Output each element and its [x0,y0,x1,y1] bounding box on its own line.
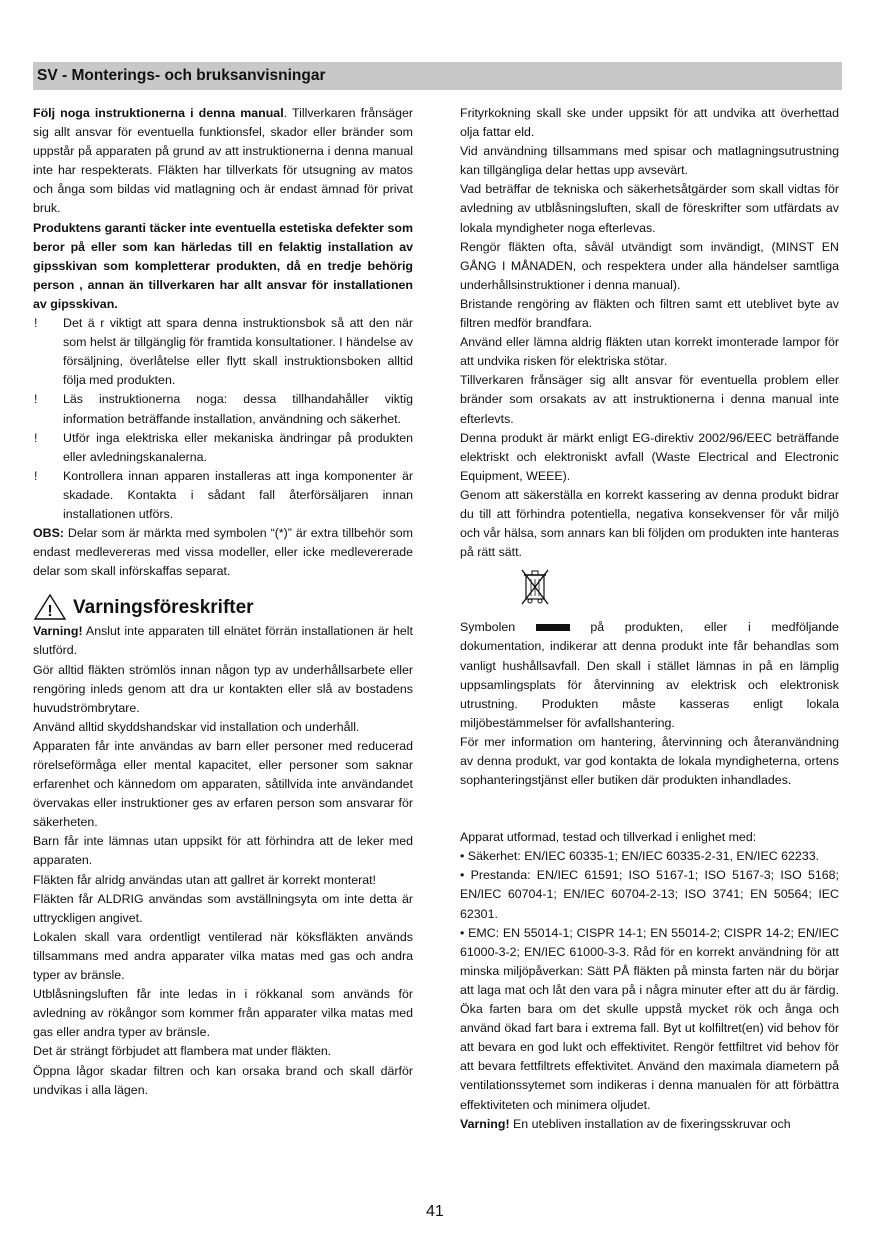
section-title: SV - Monterings- och bruksanvisningar [37,67,326,84]
paragraph: Använd alltid skyddshandskar vid installation och underhåll. [33,719,360,734]
paragraph: Tillverkaren frånsäger sig allt ansvar för eventuella problem eller bränder som orsakats av att instruktionerna i denna manual inte efterlevts. [460,373,839,426]
symbol-word-after: medföljande [771,620,839,635]
symbol-word-after: produkten, [624,620,684,635]
bullet-mark: ! [34,392,38,407]
warning-paragraph [33,622,413,660]
obs-paragraph [33,524,413,581]
black-bar-symbol-icon [536,624,570,631]
symbol-word: Symbolen [460,620,516,635]
bullet-item [33,390,413,428]
warning-text: Anslut inte apparaten till elnätet förrän installationen är helt slutförd. [33,624,413,658]
standards-item: • Säkerhet: EN/IEC 60335-1; EN/IEC 60335-2-31, EN/IEC 62233. [460,849,820,864]
paragraph: Öppna lågor skadar filtren och kan orsaka brand och skall därför undvikas i alla lägen. [33,1063,413,1097]
paragraph: Denna produkt är märkt enligt EG-direktiv 2002/96/EEC beträffande elektriskt och elektroniskt avfall (Waste Electrical and Electronic Equipment, WEEE). [460,430,839,483]
symbol-word-after: eller [703,620,728,635]
bullet-mark: ! [34,316,38,331]
paragraph: Genom att säkerställa en korrekt kassering av denna produkt bidrar du till att förhindra potentiella, negativa konsekvenser för vår miljö och vår hälsa, som annars kan bli följden om produkten inte hanteras på rätt sätt. [460,487,839,560]
standards-item: • EMC: EN 55014-1; CISPR 14-1; EN 55014-2; CISPR 14-2; EN/IEC 61000-3-2; EN/IEC 61000-3-3. Råd för en korrekt användning för att minska miljöpåverkan: Sätt PÅ fläkten på minsta farten när du börjar att laga mat och låt den vara på i några minuter efter att du är färdig. Öka farten bara om det skulle uppstå mycket rök och ånga och använd ökad fart bara i extrema fall. Byt ut kolfiltret(en) vid behov för att bevara en god lukt och effektivitet. Rengör fettfiltret vid behov för att bevara fettfiltrets effektivitet. Använd den maximala diametern på ventilationssytemet som indikeras i denna manualen för att förbättra effektiviteten och minimera oljudet. [460,925,839,1112]
standards-item: • Prestanda: EN/IEC 61591; ISO 5167-1; ISO 5167-3; ISO 5168; EN/IEC 60704-1; EN/IEC 60704-2-13; ISO 3741; EN 50564; IEC 62301. [460,868,839,921]
page-number: 41 [426,1203,444,1220]
bullet-text: Utför inga elektriska eller mekaniska ändringar på produkten eller avledningskanalerna. [63,430,413,464]
left-column [33,104,413,1100]
warranty-paragraph: Produktens garanti täcker inte eventuella estetiska defekter som beror på eller som kan härledas till en felaktig installation av gipsskivan som kompletterar produkten, då en tredje behörig person , annan än tillverkaren har allt ansvar för installationen av gipsskivan. [33,220,413,311]
warning-label: Varning! [33,624,83,639]
warning-triangle-icon [33,593,67,621]
bullet-mark: ! [34,468,38,483]
bullet-text: Läs instruktionerna noga: dessa tillhandahåller viktig information beträffande installation, användning och säkerhet. [63,392,413,426]
intro-paragraph [33,104,413,219]
symbol-line [460,618,839,637]
warning-heading: Varningsföreskrifter [73,596,254,618]
bullet-text: Det ä r viktigt att spara denna instruktionsbok så att den när som helst är tillgänglig för framtida konsultationer. I händelse av försäljning, överlåtelse eller flytt skall instruktionsboken alltid följa med produkten. [63,316,413,388]
warning-heading-row [33,592,413,622]
warning-icon-mark: ! [47,603,53,621]
info-paragraph: För mer information om hantering, återvinning och återanvändning av denna produkt, var god kontakta de lokala myndigheterna, ortens sophanteringstjänst eller butiken där produkten inhandlades. [460,734,839,788]
spacer [460,790,839,828]
section-header-bar [33,62,842,90]
right-column [460,104,839,1134]
paragraph: Utblåsningsluften får inte ledas in i rökkanal som används för avledning av rökångor som kommer från apparater vilka matas med gas eller andra typer av bränsle. [33,987,413,1040]
symbol-word-after: på [590,620,605,635]
bullet-text: Kontrollera innan apparen installeras att inga komponenter är skadade. Kontakta i sådant fall återförsäljaren innan installationen utförs. [63,468,413,521]
symbol-word-after: i [748,620,751,635]
bullet-item [33,314,413,390]
paragraph: Rengör fläkten ofta, såväl utvändigt som invändigt, (MINST EN GÅNG I MÅNADEN, och respektera under alla händelser samtliga underhållsinstruktioner i denna manual). [460,239,839,292]
intro-text: . Tillverkaren frånsäger sig allt ansvar för eventuella funktionsfel, skador eller bränder som uppstår på apparaten på grund av att instruktionerna i denna manual inte har respekterats. Fläkten har tillverkats för utsugning av matos och ånga som bildas vid matlagning och är endast ämnad för privat bruk. [33,106,413,216]
obs-text: Delar som är märkta med symbolen “(*)” är extra tillbehör som endast medlevereras med vissa modeller, eller icke medlevererade delar som skall införskaffas separat. [33,526,413,579]
paragraph: Gör alltid fläkten strömlös innan någon typ av underhållsarbete eller rengöring inleds genom att dra ur kontakten eller slå av bostadens huvudströmbrytare. [33,662,413,715]
paragraph: Det är strängt förbjudet att flambera mat under fläkten. [33,1044,332,1059]
standards-intro: Apparat utformad, testad och tillverkad i enlighet med: [460,830,757,845]
paragraph: Använd eller lämna aldrig fläkten utan korrekt imonterade lampor för att undvika risken för elektriska stötar. [460,335,839,369]
paragraph: Fläkten får alridg användas utan att gallret är korrekt monterat! [33,872,376,887]
paragraph: Apparaten får inte användas av barn eller personer med reducerad rörelseförmåga eller mental kapacitet, eller personer som saknar erfarenhet och kännedom om apparaten, såtillvida inte användandet övervakas eller instruktioner ges av erfaren person som ansvarar för säkerheten. [33,738,413,830]
paragraph: Vid användning tillsammans med spisar och matlagningsutrustning kan tillgängliga delar hettas upp avsevärt. [460,144,839,178]
warning-label: Varning! [460,1116,510,1131]
warning-paragraph [460,1115,839,1134]
warning-text: En utebliven installation av de fixeringsskruvar och [509,1116,791,1131]
symbol-continuation: dokumentation, indikerar att denna produkt inte får behandlas som vanligt hushållsavfall. Den skall i stället lämnas in på en lämplig uppsamlingsplats för återvinning av elektrisk och elektronisk utrustning. Produkten måste kasseras enligt lokala miljöbestämmelser för avfallshantering. [460,639,839,730]
paragraph: Frityrkokning skall ske under uppsikt för att undvika att överhettad olja fattar eld. [460,106,839,140]
paragraph: Barn får inte lämnas utan uppsikt för att förhindra att de leker med apparaten. [33,834,413,868]
paragraph: Lokalen skall vara ordentligt ventilerad när köksfläkten används tillsammans med andra apparater vilka matas med gas och andra typer av bränsle. [33,929,413,983]
crossed-out-bin-icon [520,568,550,606]
bullet-item [33,467,413,524]
intro-bold: Följ noga instruktionerna i denna manual [33,106,284,120]
paragraph: Vad beträffar de tekniska och säkerhetsåtgärder som skall vidtas för avledning av utblåsningsluften, skall de föreskrifter som utfärdats av lokala myndigheter noga efterlevas. [460,182,839,235]
obs-label: OBS: [33,526,64,541]
bullet-mark: ! [34,430,38,445]
paragraph: Fläkten får ALDRIG användas som avställningsyta om inte detta är uttryckligen angivet. [33,891,413,925]
bullet-item [33,429,413,467]
paragraph: Bristande rengöring av fläkten och filtren samt ett uteblivet byte av filtren medför brandfara. [460,296,839,331]
